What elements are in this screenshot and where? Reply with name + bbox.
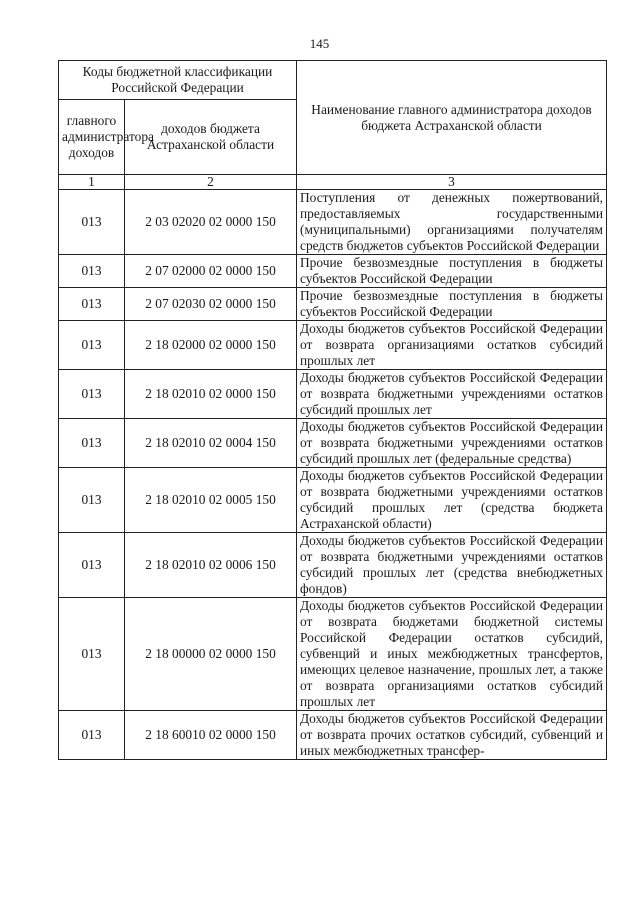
- page-number: 145: [309, 36, 330, 51]
- table-row: [59, 598, 607, 711]
- admin-code-cell: 013: [59, 711, 125, 760]
- header-name-column: Наименование главного администратора доходов бюджета Астраханской области: [297, 61, 607, 175]
- admin-code-cell: 013: [59, 468, 125, 533]
- admin-code-cell: 013: [59, 288, 125, 321]
- table-row: [59, 533, 607, 598]
- table-row: [59, 321, 607, 370]
- admin-code-cell: 013: [59, 370, 125, 419]
- revenue-name-cell: Доходы бюджетов субъектов Российской Федерации от возврата организациями остатков субсидий прошлых лет: [297, 321, 607, 370]
- header-row-numbers: [59, 175, 607, 190]
- revenue-code-cell: 2 18 02010 02 0005 150: [125, 468, 297, 533]
- budget-classification-table: [58, 60, 607, 760]
- revenue-code-cell: 2 18 02010 02 0000 150: [125, 370, 297, 419]
- header-code-column: доходов бюджета Астраханской области: [125, 100, 297, 175]
- table-row: [59, 711, 607, 760]
- revenue-code-cell: 2 07 02000 02 0000 150: [125, 255, 297, 288]
- admin-code-cell: 013: [59, 190, 125, 255]
- column-number: 3: [297, 175, 607, 190]
- table-row: [59, 255, 607, 288]
- revenue-name-cell: Прочие безвозмездные поступления в бюджеты субъектов Российской Федерации: [297, 255, 607, 288]
- column-number: 2: [125, 175, 297, 190]
- revenue-name-cell: Доходы бюджетов субъектов Российской Федерации от возврата бюджетными учреждениями остатков субсидий прошлых лет: [297, 370, 607, 419]
- revenue-name-cell: Доходы бюджетов субъектов Российской Федерации от возврата бюджетными учреждениями остатков субсидий прошлых лет (средства внебюджетных фондов): [297, 533, 607, 598]
- revenue-code-cell: 2 07 02030 02 0000 150: [125, 288, 297, 321]
- column-number: 1: [59, 175, 125, 190]
- header-group-title: Коды бюджетной классификации Российской Федерации: [59, 61, 297, 100]
- table-row: [59, 370, 607, 419]
- revenue-name-cell: Прочие безвозмездные поступления в бюджеты субъектов Российской Федерации: [297, 288, 607, 321]
- table-row: [59, 468, 607, 533]
- admin-code-cell: 013: [59, 533, 125, 598]
- revenue-code-cell: 2 03 02020 02 0000 150: [125, 190, 297, 255]
- revenue-name-cell: Доходы бюджетов субъектов Российской Федерации от возврата прочих остатков субсидий, субвенций и иных межбюджетных трансфер-: [297, 711, 607, 760]
- table-row: [59, 288, 607, 321]
- revenue-name-cell: Поступления от денежных пожертвований, предоставляемых государственными (муниципальными) организациями получателям средств бюджетов субъектов Российской Федерации: [297, 190, 607, 255]
- table-row: [59, 419, 607, 468]
- revenue-code-cell: 2 18 60010 02 0000 150: [125, 711, 297, 760]
- revenue-code-cell: 2 18 02010 02 0006 150: [125, 533, 297, 598]
- table-row: [59, 190, 607, 255]
- header-row-group: [59, 61, 607, 100]
- admin-code-cell: 013: [59, 255, 125, 288]
- revenue-code-cell: 2 18 00000 02 0000 150: [125, 598, 297, 711]
- revenue-code-cell: 2 18 02000 02 0000 150: [125, 321, 297, 370]
- revenue-name-cell: Доходы бюджетов субъектов Российской Федерации от возврата бюджетными учреждениями остатков субсидий прошлых лет (средства бюджета Астраханской области): [297, 468, 607, 533]
- revenue-name-cell: Доходы бюджетов субъектов Российской Федерации от возврата бюджетными учреждениями остатков субсидий прошлых лет (федеральные средства): [297, 419, 607, 468]
- revenue-name-cell: Доходы бюджетов субъектов Российской Федерации от возврата бюджетами бюджетной системы Российской Федерации остатков субсидий, субвенций и иных межбюджетных трансфертов, имеющих целевое назначение, прошлых лет, а также от возврата организациями остатков субсидий прошлых лет: [297, 598, 607, 711]
- admin-code-cell: 013: [59, 321, 125, 370]
- admin-code-cell: 013: [59, 419, 125, 468]
- header-admin-column: главного администратора доходов: [59, 100, 125, 175]
- revenue-code-cell: 2 18 02010 02 0004 150: [125, 419, 297, 468]
- admin-code-cell: 013: [59, 598, 125, 711]
